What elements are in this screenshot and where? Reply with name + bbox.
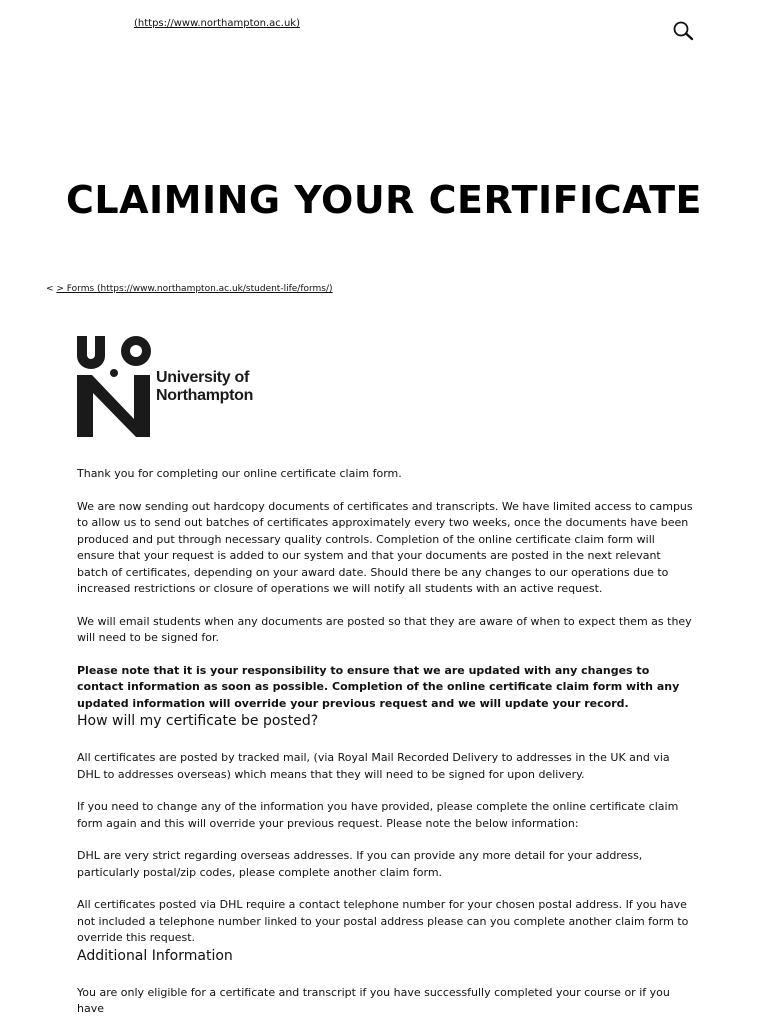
logo-wordmark [156, 369, 253, 405]
search-button[interactable] [672, 20, 696, 42]
paragraph: We will email students when any documents are posted so that they are aware of when to expect them as they will need to be signed for. [77, 614, 692, 644]
logo-text-line1: University of [156, 369, 250, 386]
paragraph: If you need to change any of the information you have provided, please complete the online certificate claim form again and this will override your previous request. Please note the below information: [77, 800, 679, 830]
university-logo [76, 335, 286, 439]
breadcrumb-forms-link[interactable]: > Forms (https://www.northampton.ac.uk/student-life/forms/) [56, 284, 333, 294]
breadcrumb [46, 284, 333, 294]
site-home-link[interactable]: (https://www.northampton.ac.uk) [134, 18, 300, 29]
paragraph: All certificates posted via DHL require a contact telephone number for your chosen postal address. If you have not included a telephone number linked to your postal address please can you complete another claim form to override this request. [77, 898, 689, 944]
page-title: CLAIMING YOUR CERTIFICATE [66, 178, 702, 222]
paragraph: Thank you for completing our online certificate claim form. [77, 467, 402, 480]
logo-text-line2: Northampton [156, 387, 254, 404]
paragraph: We are now sending out hardcopy documents of certificates and transcripts. We have limited access to campus to allow us to send out batches of certificates approximately every two weeks, once the documents have been produced and put through necessary quality controls. Completion of the online certificate claim form will ensure that your request is added to our system and that your documents are posted in the next relevant batch of certificates, depending on your award date. Should there be any changes to our operations due to increased restrictions or closure of operations we will notify all students with an active request. [77, 499, 693, 595]
paragraph-important-notice: Please note that it is your responsibility to ensure that we are updated with any changes to contact information as soon as possible. Completion of the online certificate claim form with any updated information will override your previous request and we will update your record. [77, 663, 680, 710]
heading-how-posted: How will my certificate be posted? [77, 713, 319, 729]
breadcrumb-prefix: < [46, 284, 57, 294]
paragraph: DHL are very strict regarding overseas addresses. If you can provide any more detail for your address, particularly postal/zip codes, please complete another claim form. [77, 849, 643, 879]
uon-logo-mark [76, 335, 152, 439]
search-icon [672, 20, 696, 42]
heading-additional-info: Additional Information [77, 947, 233, 964]
paragraph: You are only eligible for a certificate and transcript if you have successfully completed your course or if you have [77, 985, 670, 1015]
paragraph: All certificates are posted by tracked mail, (via Royal Mail Recorded Delivery to addresses in the UK and via DHL to addresses overseas) which means that they will need to be signed for upon delivery. [77, 751, 670, 781]
main-content [77, 466, 693, 1034]
